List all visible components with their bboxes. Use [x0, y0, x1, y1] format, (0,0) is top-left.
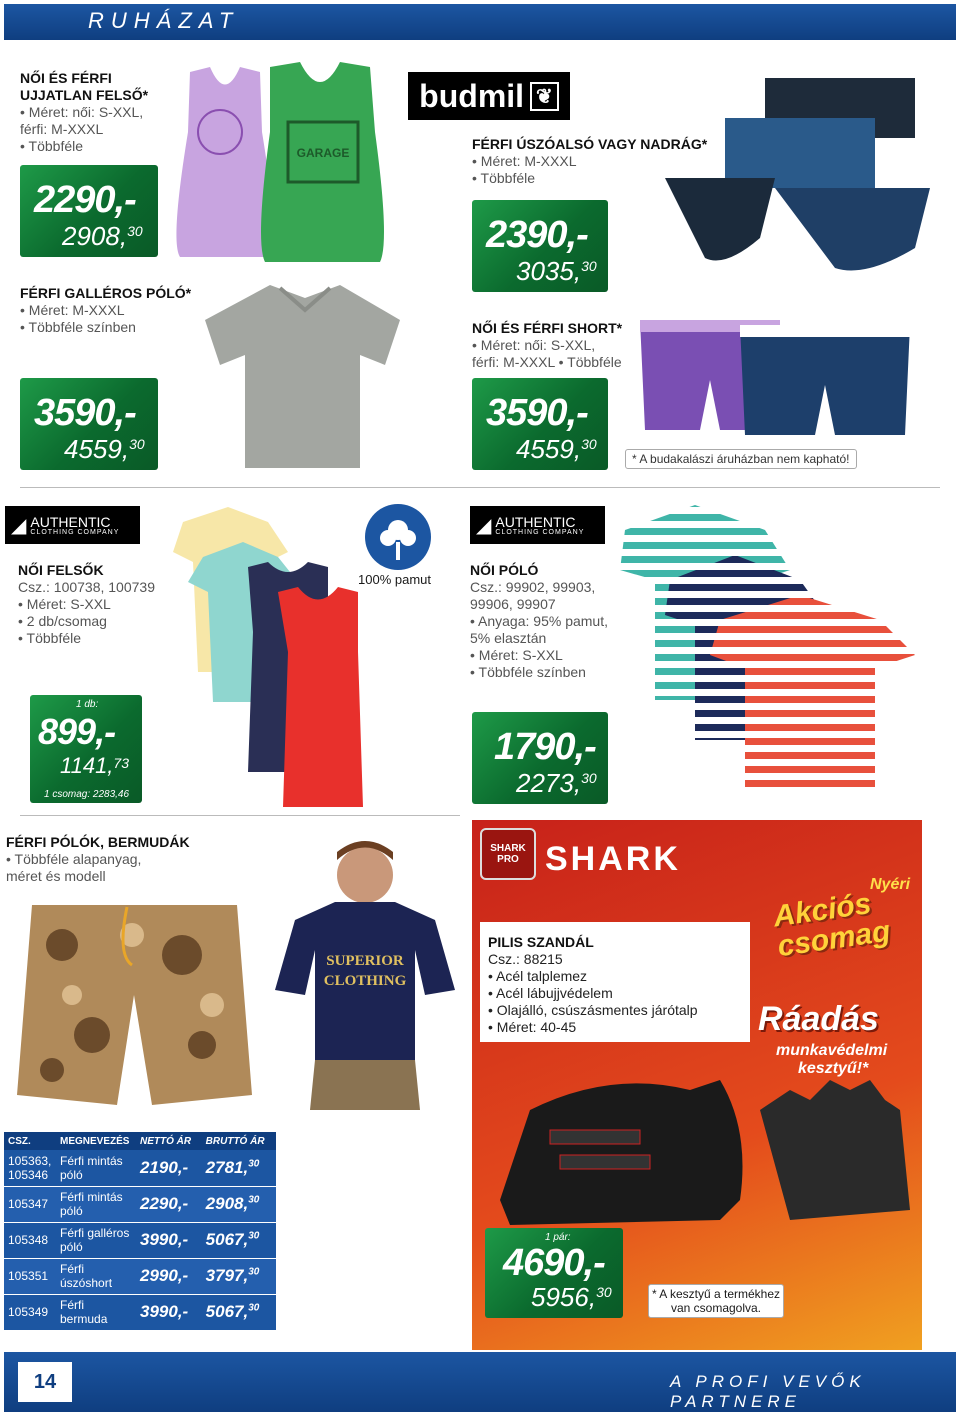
tank-title-1: NŐI ÉS FÉRFI: [20, 70, 112, 86]
glove-note: * A kesztyű a termékhez van csomagolva.: [648, 1284, 784, 1318]
shark-logo: SHARK: [545, 840, 681, 878]
bonus-raadas: Ráadás: [758, 1000, 879, 1038]
short-price-net: 3590,-: [486, 392, 588, 434]
cotton-badge-label: 100% pamut: [358, 572, 431, 587]
bonus-line-2: kesztyű!*: [798, 1060, 869, 1077]
cell-net: 2290,-: [136, 1186, 202, 1222]
price-table: [4, 1132, 276, 1331]
cell-name: Férfi galléros póló: [56, 1222, 136, 1258]
swim-line: • Méret: M-XXXL: [472, 153, 577, 169]
noi-polo-price-gross: 2273,30: [516, 768, 597, 798]
noi-felsok-price-label: 1 db:: [76, 699, 99, 710]
swim-price-tag: [472, 200, 608, 292]
table-row: [4, 1258, 276, 1294]
noi-polo-line: • Méret: S-XXL: [470, 647, 563, 663]
cell-name: Férfi mintás póló: [56, 1150, 136, 1186]
ferfi-polok-line: méret és modell: [6, 868, 106, 884]
tank-tops-image: [170, 62, 390, 272]
tshirt-print-1: SUPERIOR: [326, 953, 404, 969]
noi-felsok-title: NŐI FELSŐK: [18, 562, 104, 578]
cell-csz: 105349: [4, 1294, 56, 1330]
sandal-title: PILIS SZANDÁL: [488, 934, 594, 950]
noi-polo-line: • Anyaga: 95% pamut,: [470, 613, 608, 629]
svg-text:GARAGE: GARAGE: [296, 146, 350, 160]
tank-line: • Többféle: [20, 138, 84, 154]
camo-bermuda-image: [12, 895, 257, 1120]
cell-net: 2190,-: [136, 1150, 202, 1186]
polo-shirt-image: [200, 280, 410, 472]
noi-felsok-text: [18, 562, 178, 647]
noi-polo-line: 5% elasztán: [470, 630, 547, 646]
tank-title-2: UJJATLAN FELSŐ*: [20, 87, 149, 103]
shorts-image: [630, 310, 920, 450]
cotton-icon: [363, 502, 433, 572]
short-title: NŐI ÉS FÉRFI SHORT*: [472, 320, 623, 336]
col-gross: BRUTTÓ ÁR: [202, 1132, 276, 1150]
sandal-line: • Acél talplemez: [488, 968, 588, 984]
noi-polo-text: [470, 562, 630, 681]
cell-net: 3990,-: [136, 1294, 202, 1330]
swim-price-net: 2390,-: [486, 214, 588, 256]
budmil-logo: budmil ❦: [408, 72, 570, 120]
noi-polo-title: NŐI PÓLÓ: [470, 562, 539, 578]
polo-price-gross: 4559,30: [64, 434, 145, 464]
table-row: [4, 1186, 276, 1222]
noi-polo-price-tag: [472, 712, 608, 804]
table-row: [4, 1222, 276, 1258]
noi-felsok-line: • 2 db/csomag: [18, 613, 107, 629]
sandal-gloves-image: [490, 1050, 920, 1230]
sandal-price-net: 4690,-: [503, 1242, 605, 1284]
sandal-line: • Acél lábujjvédelem: [488, 985, 613, 1001]
cell-gross: 3797,30: [202, 1258, 276, 1294]
promo-nyeri: Nyéri: [870, 876, 911, 893]
footer-slogan: A PROFI VEVŐK PARTNERE: [670, 1372, 866, 1411]
cell-name: Férfi bermuda: [56, 1294, 136, 1330]
cell-net: 2990,-: [136, 1258, 202, 1294]
sandal-line: • Méret: 40-45: [488, 1019, 577, 1035]
noi-polo-line: • Többféle színben: [470, 664, 586, 680]
noi-polo-line: Csz.: 99902, 99903,: [470, 579, 596, 595]
shark-pro-badge: SHARK PRO: [480, 828, 536, 880]
short-availability-note: * A budakalászi áruházban nem kapható!: [625, 449, 857, 469]
ferfi-polok-text: [6, 834, 256, 885]
cell-csz: 105348: [4, 1222, 56, 1258]
ferfi-polok-line: • Többféle alapanyag,: [6, 851, 142, 867]
tank-price-net: 2290,-: [34, 179, 136, 221]
cell-name: Férfi mintás póló: [56, 1186, 136, 1222]
sandal-price-tag: [485, 1228, 623, 1318]
cell-gross: 2781,30: [202, 1150, 276, 1186]
polo-line: • Többféle színben: [20, 319, 136, 335]
tank-price-gross: 2908,30: [62, 221, 143, 251]
swim-trunks-image: [665, 78, 935, 278]
table-row: [4, 1294, 276, 1330]
cell-gross: 2908,30: [202, 1186, 276, 1222]
page-category-title: RUHÁZAT: [88, 8, 240, 33]
sandal-text: [488, 934, 748, 1036]
striped-tshirts-image: [615, 500, 940, 800]
section-divider: [20, 815, 460, 816]
cell-gross: 5067,30: [202, 1222, 276, 1258]
noi-felsok-line: Csz.: 100738, 100739: [18, 579, 155, 595]
authentic-logo: ◢ AUTHENTIC CLOTHING COMPANY: [5, 506, 140, 544]
noi-felsok-image: [168, 502, 368, 807]
noi-felsok-pack-note: 1 csomag: 2283,46: [44, 789, 130, 800]
cell-gross: 5067,30: [202, 1294, 276, 1330]
polo-price-net: 3590,-: [34, 392, 136, 434]
cell-name: Férfi úszóshort: [56, 1258, 136, 1294]
cell-net: 3990,-: [136, 1222, 202, 1258]
promo-akcios-csomag: Akciós csomag: [771, 887, 893, 964]
noi-felsok-price-tag: [30, 695, 142, 803]
col-csz: CSZ.: [4, 1132, 56, 1150]
ferfi-polok-title: FÉRFI PÓLÓK, BERMUDÁK: [6, 834, 190, 850]
cell-csz: 105351: [4, 1258, 56, 1294]
cell-csz: 105347: [4, 1186, 56, 1222]
swim-price-gross: 3035,30: [516, 256, 597, 286]
polo-product-text: [20, 285, 210, 336]
tshirt-print-2: CLOTHING: [323, 973, 407, 989]
section-divider: [20, 487, 940, 488]
tank-line: férfi: M-XXXL: [20, 121, 104, 137]
swim-title: FÉRFI ÚSZÓALSÓ VAGY NADRÁG*: [472, 136, 708, 152]
noi-felsok-line: • Méret: S-XXL: [18, 596, 111, 612]
polo-title: FÉRFI GALLÉROS PÓLÓ*: [20, 285, 192, 301]
short-price-tag: [472, 378, 608, 470]
noi-felsok-line: • Többféle: [18, 630, 82, 646]
swim-line: • Többféle: [472, 170, 536, 186]
sandal-line: Csz.: 88215: [488, 951, 563, 967]
cell-csz: 105363, 105346: [4, 1150, 56, 1186]
polo-line: • Méret: M-XXXL: [20, 302, 125, 318]
short-price-gross: 4559,30: [516, 434, 597, 464]
col-name: MEGNEVEZÉS: [56, 1132, 136, 1150]
tank-price-tag: [20, 165, 158, 257]
page-number: 14: [18, 1362, 72, 1402]
sandal-price-label: 1 pár:: [545, 1232, 571, 1243]
noi-polo-line: 99906, 99907: [470, 596, 556, 612]
table-row: [4, 1150, 276, 1186]
sandal-price-gross: 5956,30: [531, 1282, 612, 1312]
man-tshirt-image: [265, 840, 465, 1110]
sandal-line: • Olajálló, csúszásmentes járótalp: [488, 1002, 698, 1018]
col-net: NETTÓ ÁR: [136, 1132, 202, 1150]
table-header-row: [4, 1132, 276, 1150]
noi-polo-price-net: 1790,-: [494, 726, 596, 768]
authentic-logo: ◢ AUTHENTIC CLOTHING COMPANY: [470, 506, 605, 544]
noi-felsok-price-net: 899,-: [38, 711, 116, 752]
polo-price-tag: [20, 378, 158, 470]
bonus-line-1: munkavédelmi: [776, 1042, 888, 1059]
short-line: férfi: M-XXXL • Többféle: [472, 354, 622, 370]
tank-line: • Méret: női: S-XXL,: [20, 104, 144, 120]
noi-felsok-price-gross: 1141,73: [60, 753, 129, 778]
tank-product-text: [20, 70, 180, 155]
short-line: • Méret: női: S-XXL,: [472, 337, 596, 353]
